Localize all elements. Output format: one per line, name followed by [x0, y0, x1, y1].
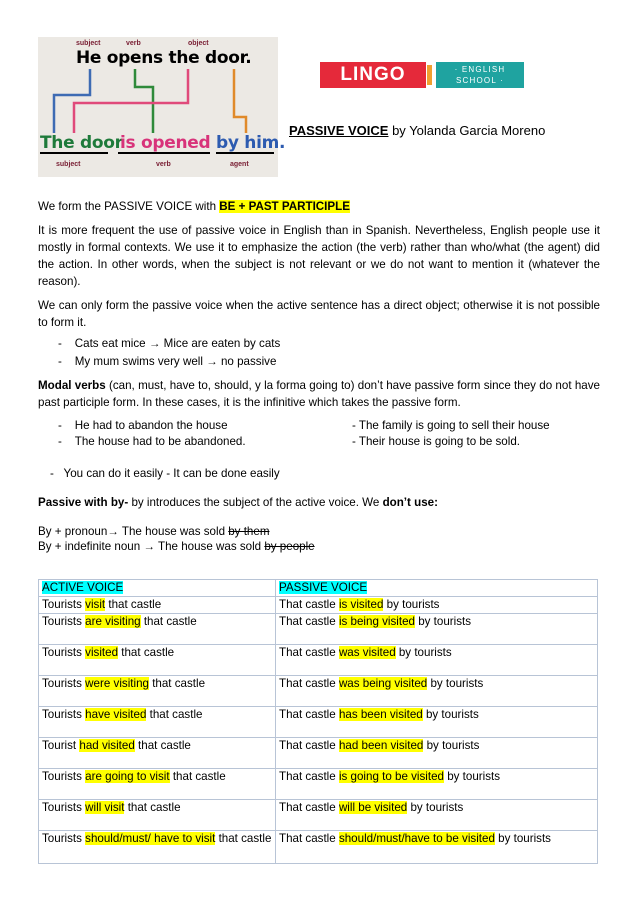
- active-voice-cell: [39, 614, 276, 645]
- table-row: [39, 597, 598, 614]
- active-voice-cell: [39, 676, 276, 707]
- cell-text: Tourists: [42, 646, 86, 659]
- diagram-label-agent-bottom: agent: [230, 161, 249, 168]
- passive-voice-cell: [276, 676, 598, 707]
- modal-example-left: - The house had to be abandoned.: [58, 435, 246, 448]
- active-voice-cell: [39, 738, 276, 769]
- by-line-prefix: By + indefinite noun → The house was sold: [38, 540, 265, 553]
- cell-text: That castle: [279, 677, 339, 690]
- active-voice-cell: [39, 769, 276, 800]
- table-row: [39, 800, 598, 831]
- diagram-label-object-top: object: [188, 40, 209, 47]
- active-voice-cell: [39, 597, 276, 614]
- modal-example-right: - Their house is going to be sold.: [352, 435, 520, 448]
- active-voice-cell: [39, 645, 276, 676]
- by-line-struck: by them: [228, 525, 270, 538]
- active-voice-cell: [39, 831, 276, 864]
- cell-text: that castle: [134, 739, 191, 752]
- by-pronoun-line: [38, 525, 269, 538]
- table-row: [39, 707, 598, 738]
- passive-voice-cell: [276, 597, 598, 614]
- header-label: PASSIVE VOICE: [279, 581, 368, 594]
- cell-text: by tourists: [423, 739, 480, 752]
- verb-highlight: are going to visit: [85, 770, 170, 783]
- cell-text: that castle: [146, 708, 203, 721]
- logo-brand: LINGO: [320, 62, 426, 88]
- example-text: You can do it easily - It can be done easily: [63, 467, 280, 480]
- verb-highlight: are visiting: [85, 615, 141, 628]
- by-line-prefix: By + pronoun→ The house was sold: [38, 525, 229, 538]
- table-row: [39, 831, 598, 864]
- passive-voice-cell: [276, 738, 598, 769]
- example-list-item: - My mum swims very well → no passive: [58, 355, 277, 368]
- passive-voice-cell: [276, 831, 598, 864]
- by-line-struck: by people: [264, 540, 315, 553]
- modal-text: (can, must, have to, should, y la forma going to) don’t have passive form since they do not have past participle form. In these cases, it is the infinitive which takes the passive form.: [38, 379, 600, 409]
- intro-highlight: BE + PAST PARTICIPLE: [219, 200, 350, 213]
- passive-voice-cell: [276, 800, 598, 831]
- header-active-voice: [39, 580, 276, 597]
- cell-text: by tourists: [422, 708, 479, 721]
- example-text: He had to abandon the house: [74, 419, 228, 432]
- cell-text: that castle: [148, 677, 206, 690]
- passive-voice-cell: [276, 614, 598, 645]
- logo-separator: [427, 65, 432, 85]
- verb-highlight: will be visited: [338, 801, 408, 814]
- paragraph-direct-object: We can only form the passive voice when the active sentence has a direct object; otherwise it is not possible to form it.: [38, 299, 600, 329]
- diagram-label-subject-bottom: subject: [56, 161, 81, 168]
- diagram-label-subject-top: subject: [76, 40, 101, 47]
- diagram-active-sentence: He opens the door.: [76, 48, 252, 68]
- diagram-label-verb-top: verb: [126, 40, 141, 47]
- active-voice-cell: [39, 800, 276, 831]
- verb-highlight: should/must/have to be visited: [338, 832, 495, 845]
- verb-highlight: had visited: [79, 739, 135, 752]
- cell-text: that castle: [118, 646, 175, 659]
- table-row: [39, 738, 598, 769]
- verb-highlight: is visited: [338, 598, 384, 611]
- cell-text: That castle: [279, 770, 339, 783]
- cell-text: by tourists: [427, 677, 484, 690]
- table-row: [39, 676, 598, 707]
- paragraph-frequency: It is more frequent the use of passive voice in English than in Spanish. Nevertheless, English people use it mostly in formal contexts. We use it to emphasize the action (the verb) rather than who/what (the agent) did the action. In other words, when the subject is not relevant or we do not want to mention it (whatever the reason).: [38, 224, 600, 288]
- cell-text: that castle: [124, 801, 181, 814]
- example-list-item: - You can do it easily - It can be done easily: [50, 467, 280, 480]
- table-row: [39, 769, 598, 800]
- cell-text: that castle: [140, 615, 197, 628]
- header-label: ACTIVE VOICE: [42, 581, 124, 594]
- verb-highlight: is being visited: [338, 615, 415, 628]
- cell-text: Tourist: [42, 739, 80, 752]
- cell-text: Tourists: [42, 770, 86, 783]
- diagram-passive-subject: The door: [40, 133, 123, 153]
- modal-example-left: - He had to abandon the house: [58, 419, 228, 432]
- verb-highlight: visit: [85, 598, 106, 611]
- verb-highlight: is going to be visited: [338, 770, 444, 783]
- verb-highlight: visited: [85, 646, 119, 659]
- cell-text: by tourists: [414, 615, 472, 628]
- header-passive-voice: [276, 580, 598, 597]
- table-header-row: [39, 580, 598, 597]
- cell-text: by tourists: [494, 832, 551, 845]
- cell-text: by tourists: [395, 646, 452, 659]
- passive-voice-diagram: [38, 37, 286, 177]
- cell-text: Tourists: [42, 832, 86, 845]
- cell-text: That castle: [279, 615, 339, 628]
- cell-text: Tourists: [42, 615, 86, 628]
- verb-highlight: had been visited: [338, 739, 424, 752]
- cell-text: by tourists: [444, 770, 501, 783]
- cell-text: That castle: [279, 708, 339, 721]
- example-list-item: - Cats eat mice → Mice are eaten by cats: [58, 337, 281, 350]
- cell-text: that castle: [169, 770, 226, 783]
- intro-line: [38, 200, 350, 213]
- title-author: by Yolanda Garcia Moreno: [388, 123, 546, 138]
- by-text: by introduces the subject of the active voice. We: [128, 496, 383, 509]
- passive-voice-cell: [276, 769, 598, 800]
- verb-highlight: was visited: [338, 646, 396, 659]
- cell-text: That castle: [279, 801, 339, 814]
- cell-text: Tourists: [42, 801, 86, 814]
- example-text: The house had to be abandoned.: [74, 435, 246, 448]
- lingo-logo: [320, 62, 524, 88]
- modal-example-right: - The family is going to sell their house: [352, 419, 550, 432]
- cell-text: That castle: [279, 739, 339, 752]
- verb-highlight: has been visited: [338, 708, 423, 721]
- document-title: [289, 123, 545, 138]
- logo-school-box: [436, 62, 524, 88]
- modal-bold: Modal verbs: [38, 379, 106, 392]
- table-row: [39, 614, 598, 645]
- cell-text: that castle: [215, 832, 272, 845]
- verb-highlight: have visited: [85, 708, 147, 721]
- diagram-label-verb-bottom: verb: [156, 161, 171, 168]
- by-bold: Passive with by-: [38, 496, 129, 509]
- cell-text: Tourists: [42, 677, 86, 690]
- passive-with-by-line: [38, 496, 438, 509]
- cell-text: by tourists: [407, 801, 464, 814]
- diagram-passive-agent: by him.: [216, 133, 286, 153]
- verb-highlight: was being visited: [338, 677, 428, 690]
- passive-voice-cell: [276, 707, 598, 738]
- cell-text: by tourists: [383, 598, 440, 611]
- example-text: My mum swims very well → no passive: [74, 355, 277, 368]
- by-bold-dont: don’t use:: [382, 496, 438, 509]
- table-row: [39, 645, 598, 676]
- cell-text: That castle: [279, 832, 339, 845]
- title-main: PASSIVE VOICE: [289, 123, 389, 138]
- logo-line2: SCHOOL ·: [456, 76, 504, 85]
- verb-highlight: should/must/ have to visit: [85, 832, 216, 845]
- cell-text: That castle: [279, 598, 339, 611]
- verb-highlight: will visit: [85, 801, 125, 814]
- passive-voice-cell: [276, 645, 598, 676]
- intro-text: We form the PASSIVE VOICE with: [38, 200, 220, 213]
- example-text: Cats eat mice → Mice are eaten by cats: [74, 337, 281, 350]
- cell-text: Tourists: [42, 708, 86, 721]
- logo-line1: · ENGLISH: [454, 65, 506, 74]
- diagram-passive-verb: is opened: [120, 133, 211, 153]
- voice-comparison-table: [38, 579, 598, 864]
- active-voice-cell: [39, 707, 276, 738]
- by-indefinite-noun-line: [38, 540, 315, 553]
- cell-text: Tourists: [42, 598, 86, 611]
- cell-text: That castle: [279, 646, 339, 659]
- cell-text: that castle: [105, 598, 162, 611]
- verb-highlight: were visiting: [85, 677, 149, 690]
- paragraph-modal-verbs: [38, 377, 600, 411]
